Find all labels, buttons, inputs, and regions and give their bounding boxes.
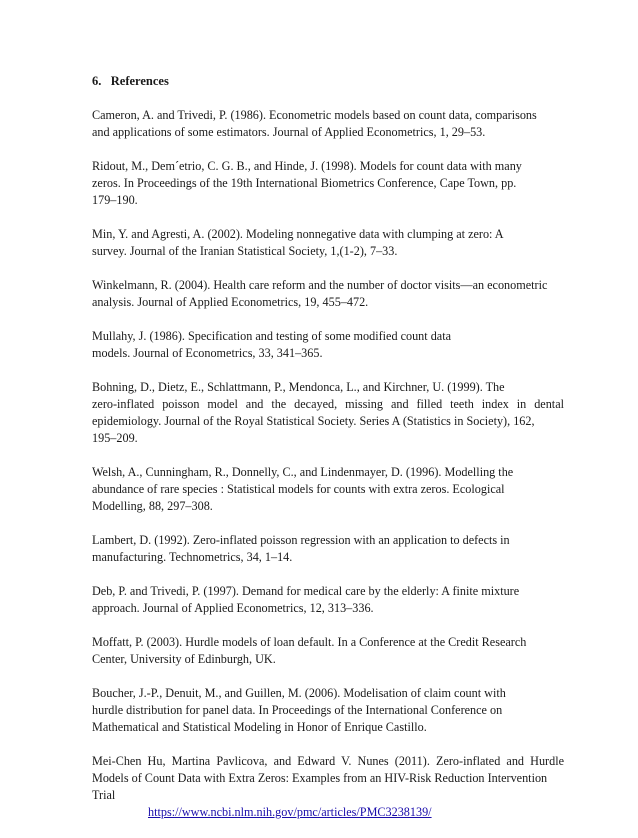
reference-line: models. Journal of Econometrics, 33, 341–365. bbox=[92, 346, 323, 360]
reference-line: analysis. Journal of Applied Econometrics, 19, 455–472. bbox=[92, 295, 369, 309]
reference-line: approach. Journal of Applied Econometrics, 12, 313–336. bbox=[92, 601, 374, 615]
reference-item bbox=[92, 277, 564, 311]
reference-line: Mei-Chen Hu, Martina Pavlicova, and Edward V. Nunes (2011). Zero-inflated and Hurdle bbox=[92, 754, 564, 768]
reference-line: epidemiology. Journal of the Royal Statistical Society. Series A (Statistics in Society), 162, bbox=[92, 414, 535, 428]
reference-line: Center, University of Edinburgh, UK. bbox=[92, 652, 276, 666]
reference-item bbox=[92, 328, 564, 362]
reference-line: hurdle distribution for panel data. In Proceedings of the International Conference on bbox=[92, 703, 503, 717]
reference-item bbox=[92, 753, 564, 821]
reference-line: Modelling, 88, 297–308. bbox=[92, 499, 213, 513]
reference-url-link[interactable]: https://www.ncbi.nlm.nih.gov/pmc/articles/PMC3238139/ bbox=[148, 805, 432, 819]
reference-line: Min, Y. and Agresti, A. (2002). Modeling nonnegative data with clumping at zero: A bbox=[92, 227, 504, 241]
reference-line: zeros. In Proceedings of the 19th International Biometrics Conference, Cape Town, pp. bbox=[92, 176, 517, 190]
reference-line: Boucher, J.-P., Denuit, M., and Guillen, M. (2006). Modelisation of claim count with bbox=[92, 686, 506, 700]
reference-line: 179–190. bbox=[92, 193, 138, 207]
reference-item bbox=[92, 158, 564, 209]
reference-line: Bohning, D., Dietz, E., Schlattmann, P., Mendonca, L., and Kirchner, U. (1999). The bbox=[92, 380, 505, 394]
reference-line: survey. Journal of the Iranian Statistical Society, 1,(1-2), 7–33. bbox=[92, 244, 398, 258]
reference-line: Deb, P. and Trivedi, P. (1997). Demand for medical care by the elderly: A finite mixture bbox=[92, 584, 520, 598]
reference-line: Welsh, A., Cunningham, R., Donnelly, C., and Lindenmayer, D. (1996). Modelling the bbox=[92, 465, 514, 479]
reference-line: Trial bbox=[92, 788, 116, 802]
reference-line: manufacturing. Technometrics, 34, 1–14. bbox=[92, 550, 293, 564]
references-page bbox=[92, 72, 564, 838]
reference-item bbox=[92, 532, 564, 566]
reference-item bbox=[92, 226, 564, 260]
section-heading bbox=[92, 72, 564, 90]
section-number: 6. bbox=[92, 74, 102, 88]
section-title: References bbox=[110, 74, 169, 88]
reference-item bbox=[92, 685, 564, 736]
reference-line: Lambert, D. (1992). Zero-inflated poisson regression with an application to defects in bbox=[92, 533, 510, 547]
reference-line: and applications of some estimators. Journal of Applied Econometrics, 1, 29–53. bbox=[92, 125, 486, 139]
reference-line: zero-inflated poisson model and the decayed, missing and filled teeth index in dental bbox=[92, 397, 564, 411]
reference-line: Models of Count Data with Extra Zeros: Examples from an HIV-Risk Reduction Intervention bbox=[92, 771, 548, 785]
reference-line: Moffatt, P. (2003). Hurdle models of loan default. In a Conference at the Credit Research bbox=[92, 635, 527, 649]
reference-item bbox=[92, 583, 564, 617]
reference-line: Cameron, A. and Trivedi, P. (1986). Econometric models based on count data, comparisons bbox=[92, 108, 537, 122]
reference-line: Ridout, M., Dem´etrio, C. G. B., and Hinde, J. (1998). Models for count data with many bbox=[92, 159, 522, 173]
reference-item bbox=[92, 634, 564, 668]
reference-line: Mathematical and Statistical Modeling in Honor of Enrique Castillo. bbox=[92, 720, 427, 734]
reference-item bbox=[92, 379, 564, 447]
reference-item bbox=[92, 107, 564, 141]
reference-item bbox=[92, 464, 564, 515]
reference-line: Mullahy, J. (1986). Specification and testing of some modified count data bbox=[92, 329, 452, 343]
reference-line: abundance of rare species : Statistical models for counts with extra zeros. Ecological bbox=[92, 482, 505, 496]
reference-line: Winkelmann, R. (2004). Health care reform and the number of doctor visits—an econometric bbox=[92, 278, 548, 292]
reference-line: 195–209. bbox=[92, 431, 138, 445]
